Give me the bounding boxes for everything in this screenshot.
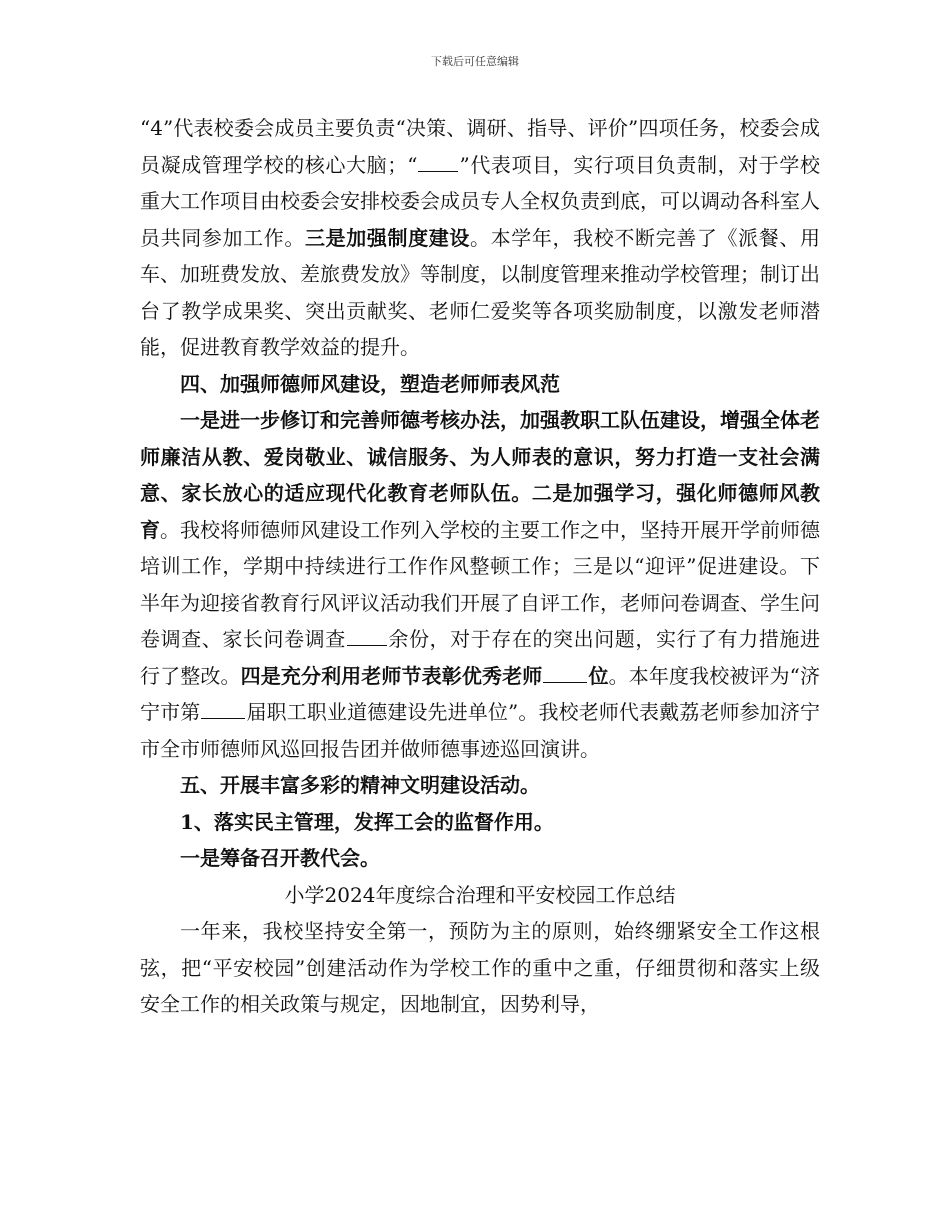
bold-text-run: 三是加强制度建设 xyxy=(305,225,470,250)
page-header: 下载后可任意编辑 xyxy=(431,55,519,68)
paragraph-management xyxy=(140,110,820,366)
section-heading-4: 四、加强师德师风建设，塑造老师师表风范 xyxy=(180,371,560,396)
document-body xyxy=(140,110,820,1023)
text-run: 届职工职业道德建设先进单位”。我校老师代表戴荔老师参加济宁市全市师德师风巡回报告团并做师德事迹巡回演讲。 xyxy=(140,700,820,761)
text-run: 。本年度我校被评为“济宁市第 xyxy=(140,663,821,724)
fill-in-blank xyxy=(543,662,587,683)
paragraph-safety: 一年来，我校坚持安全第一，预防为主的原则，始终绷紧安全工作这根弦，把“平安校园”创建活动作为学校工作的重中之重，仔细贯彻和落实上级安全工作的相关政策与规定，因地制宜，因势利导， xyxy=(140,919,820,1016)
text-run: 。本学年，我校不断完善了《派餐、用车、加班费发放、差旅费发放》等制度，以制度管理来推动学校管理；制订出台了教学成果奖、突出贡献奖、老师仁爱奖等各项奖励制度，以激发老师潜能，促进教育教学效益的提升。 xyxy=(140,225,820,359)
fill-in-blank xyxy=(418,151,458,172)
paragraph-ethics xyxy=(140,402,820,767)
text-run: ”代表项目，实行项目负责制，对于学校重大工作项目由校委会安排校委会成员专人全权负责到底，可以调动各科室人员共同参加工作。 xyxy=(140,152,820,250)
sub-heading-1: 1、落实民主管理，发挥工会的监督作用。 xyxy=(180,809,554,834)
section-heading-5: 五、开展丰富多彩的精神文明建设活动。 xyxy=(180,773,540,797)
document-title: 小学2024年度综合治理和平安校园工作总结 xyxy=(284,882,676,907)
fill-in-blank xyxy=(201,698,245,719)
sub-heading-2: 一是筹备召开教代会。 xyxy=(180,846,380,870)
text-run: 。我校将师德师风建设工作列入学校的主要工作之中，坚持开展开学前师德培训工作，学期中持续进行工作作风整顿工作；三是以“迎评”促进建设。下半年为迎接省教育行风评议活动我们开展了自评工作，老师问卷调查、学生问卷调查、家长问卷调查 xyxy=(140,517,820,651)
bold-text-run: 位 xyxy=(588,663,609,688)
fill-in-blank xyxy=(347,625,387,646)
text-run: “4”代表校委会成员主要负责“决策、调研、指导、评价”四项任务，校委会成员凝成管理学校的核心大脑；“ xyxy=(140,116,820,177)
bold-text-run: 四是充分利用老师节表彰优秀老师 xyxy=(240,663,543,688)
text-run: 余份，对于存在的突出问题，实行了有力措施进行了整改。 xyxy=(140,627,821,688)
bold-text-run: 一是进一步修订和完善师德考核办法，加强教职工队伍建设，增强全体老师廉洁从教、爱岗敬业、诚信服务、为人师表的意识，努力打造一支社会满意、家长放心的适应现代化教育老师队伍。二是加强学习，强化师德师风教育 xyxy=(140,408,820,542)
